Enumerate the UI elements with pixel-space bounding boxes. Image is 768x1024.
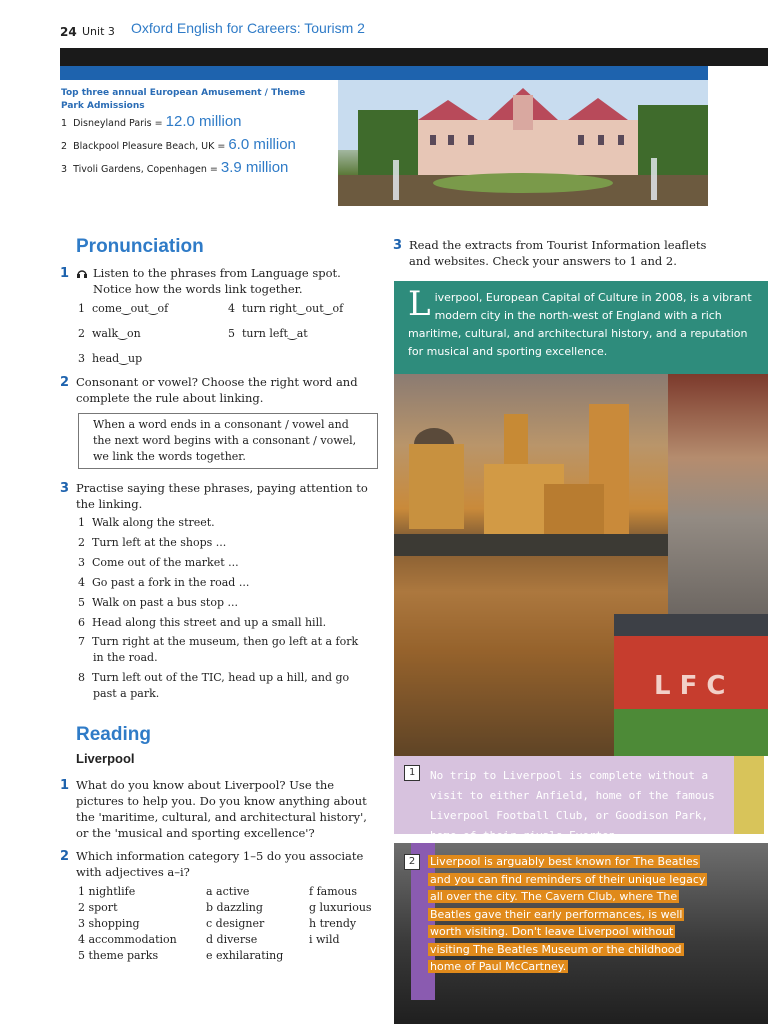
svg-text:L F C: L F C xyxy=(654,671,726,701)
extract-beatles xyxy=(428,853,710,976)
adjective-item: c designer xyxy=(206,917,265,930)
unit-label: Unit 3 xyxy=(82,25,115,38)
phrase-practice-item: 3 Come out of the market ... xyxy=(78,556,239,569)
phrase-item: 5 turn left‿at xyxy=(228,327,308,340)
phrase-item: 4 turn right‿out‿of xyxy=(228,302,344,315)
phrase-practice-item: 6 Head along this street and up a small hill. xyxy=(78,616,327,629)
audio-icon xyxy=(76,264,88,283)
adjective-item: a active xyxy=(206,885,250,898)
extract-number: 1 xyxy=(404,765,420,781)
stadium-illustration xyxy=(614,614,768,756)
pronunciation-heading: Pronunciation xyxy=(76,236,204,257)
category-item: 3 shopping xyxy=(78,917,140,930)
phrase-practice-item: 5 Walk on past a bus stop ... xyxy=(78,596,238,609)
category-item: 2 sport xyxy=(78,901,118,914)
page-number: 24 xyxy=(60,25,77,39)
adjective-item: f famous xyxy=(309,885,357,898)
extract-text: No trip to Liverpool is complete without a visit to either Anfield, home of the famous Liverpool Football Club, or Goodison Park, home of their rivals Everton. xyxy=(430,769,715,842)
linking-rule-box: When a word ends in a consonant / vowel and the next word begins with a consonant / vowel, we link the words together. xyxy=(78,413,378,469)
exercise-number: 3 xyxy=(393,238,403,253)
reading-subheading: Liverpool xyxy=(76,751,135,766)
category-list xyxy=(78,884,177,964)
header-band xyxy=(60,48,768,66)
phrase-practice-item: 1 Walk along the street. xyxy=(78,516,215,529)
blue-band xyxy=(60,66,708,80)
extract-number: 2 xyxy=(404,854,420,870)
phrase-item: 3 head‿up xyxy=(78,352,143,365)
adjective-item: i wild xyxy=(309,933,340,946)
phrase-practice-item: 7 Turn right at the museum, then go left at a fork in the road. xyxy=(78,635,359,664)
adjective-item: h trendy xyxy=(309,917,357,930)
adjective-item: b dazzling xyxy=(206,901,263,914)
exercise-instruction: Which information category 1–5 do you associate with adjectives a–i? xyxy=(76,849,364,879)
exercise-number: 3 xyxy=(60,481,70,496)
exercise-number: 1 xyxy=(60,266,70,281)
exercise-instruction: Practise saying these phrases, paying attention to the linking. xyxy=(76,481,368,511)
adjective-item: e exhilarating xyxy=(206,949,284,962)
reading-heading: Reading xyxy=(76,724,151,745)
adjective-item: g luxurious xyxy=(309,901,372,914)
top-park-item: 1 Disneyland Paris = 12.0 million xyxy=(61,113,242,130)
extract-anfield xyxy=(394,756,734,842)
phrase-practice-item: 2 Turn left at the shops ... xyxy=(78,536,227,549)
phrase-item: 2 walk‿on xyxy=(78,327,141,340)
exercise-instruction: What do you know about Liverpool? Use the pictures to help you. Do you know anything about the 'maritime, cultural, and architectural history', or the 'musical and sporting excellence'? xyxy=(76,778,367,840)
category-item: 1 nightlife xyxy=(78,885,136,898)
disneyland-photo xyxy=(338,80,708,206)
category-item: 5 theme parks xyxy=(78,949,159,962)
extract-text: Liverpool is arguably best known for The Beatles and you can find reminders of their unique legacy all over the city. The Cavern Club, where The Beatles gave their early performances, is well worth visiting. Don't leave Liverpool without visiting The Beatles Museum or the childhood home of Paul McCartney. xyxy=(430,855,706,973)
phrase-practice-item: 8 Turn left out of the TIC, head up a hill, and go past a park. xyxy=(78,671,350,700)
yellow-bar xyxy=(734,756,764,834)
exercise-instruction: Listen to the phrases from Language spot. Notice how the words link together. xyxy=(93,266,341,296)
category-item: 4 accommodation xyxy=(78,933,177,946)
exercise-number: 2 xyxy=(60,849,70,864)
exercise-instruction: Consonant or vowel? Choose the right word and complete the rule about linking. xyxy=(76,375,358,405)
adjective-list xyxy=(309,884,372,948)
top-park-item: 2 Blackpool Pleasure Beach, UK = 6.0 million xyxy=(61,136,296,153)
exercise-number: 1 xyxy=(60,778,70,793)
top-park-item: 3 Tivoli Gardens, Copenhagen = 3.9 million xyxy=(61,159,289,176)
exercise-number: 2 xyxy=(60,375,70,390)
phrase-practice-item: 4 Go past a fork in the road ... xyxy=(78,576,250,589)
liverpool-intro xyxy=(394,281,768,374)
top-parks-title: Top three annual European Amusement / Theme Park Admissions xyxy=(61,88,306,111)
exercise-instruction: Read the extracts from Tourist Information leaflets and websites. Check your answers to 1 and 2. xyxy=(409,238,707,268)
stadium-photo xyxy=(614,614,768,756)
phrase-item: 1 come‿out‿of xyxy=(78,302,169,315)
intro-text: iverpool, European Capital of Culture in 2008, is a vibrant modern city in the north-west of England with a rich maritime, cultural, and architectural history, and a reputation for musical and sporting excellence. xyxy=(408,291,752,358)
adjective-list xyxy=(206,884,283,964)
drop-cap: L xyxy=(408,284,431,324)
adjective-item: d diverse xyxy=(206,933,258,946)
street-photo xyxy=(668,374,768,614)
top-parks-list xyxy=(61,111,296,180)
castle-illustration xyxy=(338,80,708,206)
book-title: Oxford English for Careers: Tourism 2 xyxy=(131,20,365,36)
